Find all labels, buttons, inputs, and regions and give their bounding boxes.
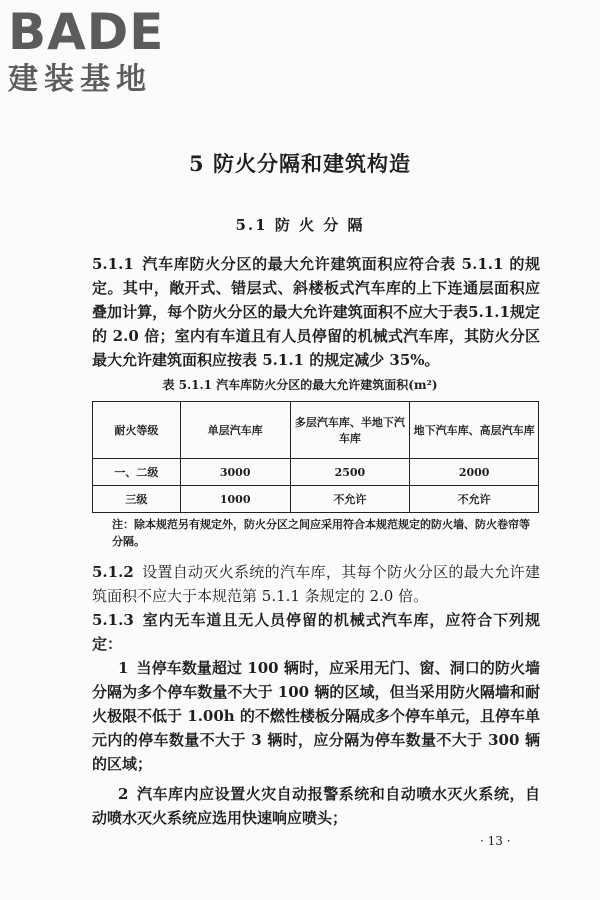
bade-logo <box>8 3 183 98</box>
fire-compartment-table <box>92 401 539 513</box>
table-cell: 不允许 <box>410 486 539 513</box>
clause-text: 汽车库防火分区的最大允许建筑面积应符合表 5.1.1 的规定。其中，敞开式、错层式、斜楼板式汽车库的上下连通层面积应叠加计算，每个防火分区的最大允许建筑面积不应大于表5.1.1规定的 2.0 倍；室内有车道且有人员停留的机械式汽车库，其防火分区最大允许建筑面积应按表 5.1.1 的规定减少 35%。 <box>92 255 540 369</box>
item-number: 2 <box>118 785 129 803</box>
clause-5-1-1 <box>92 252 540 372</box>
table-header-row <box>93 402 539 459</box>
table-cell: 不允许 <box>290 486 410 513</box>
clause-number: 5.1.1 <box>92 255 134 273</box>
table-caption: 表 5.1.1 汽车库防火分区的最大允许建筑面积(m²) <box>162 378 438 392</box>
item-2 <box>92 782 540 830</box>
table-row <box>93 459 539 486</box>
table-note: 注：除本规范另有规定外，防火分区之间应采用符合本规范规定的防火墙、防火卷帘等分隔。 <box>112 518 530 548</box>
chapter-title: 5 防火分隔和建筑构造 <box>189 151 411 176</box>
clause-text: 室内无车道且无人员停留的机械式汽车库，应符合下列规定： <box>92 611 540 653</box>
section-title: 5.1 防 火 分 隔 <box>235 216 365 234</box>
logo-subtitle: 建装基地 <box>8 62 152 97</box>
table-header-cell: 耐火等级 <box>93 402 181 459</box>
clause-5-1-3 <box>92 608 540 656</box>
table-header-cell: 单层汽车库 <box>180 402 290 459</box>
table-cell: 2500 <box>290 459 410 486</box>
logo-wordmark: BADE <box>8 3 165 61</box>
item-1 <box>92 656 540 776</box>
table-cell: 1000 <box>180 486 290 513</box>
table-cell: 三级 <box>93 486 181 513</box>
item-text: 当停车数量超过 100 辆时，应采用无门、窗、洞口的防火墙分隔为多个停车数量不大于 100 辆的区域，但当采用防火隔墙和耐火极限不低于 1.00h 的不燃性楼板分隔成多个停车单元，且停车单元内的停车数量不大于 3 辆时，应分隔为停车数量不大于 300 辆的区域； <box>92 659 540 773</box>
table-cell: 2000 <box>410 459 539 486</box>
item-text: 汽车库内应设置火灾自动报警系统和自动喷水灭火系统，自动喷水灭火系统应选用快速响应喷头； <box>92 785 540 827</box>
table-header-cell: 多层汽车库、半地下汽车库 <box>290 402 410 459</box>
clause-5-1-2 <box>92 560 540 608</box>
table-row <box>93 486 539 513</box>
clause-number: 5.1.3 <box>92 611 134 629</box>
table-cell: 3000 <box>180 459 290 486</box>
clause-text: 设置自动灭火系统的汽车库，其每个防火分区的最大允许建筑面积不应大于本规范第 5.1.1 条规定的 2.0 倍。 <box>92 563 540 605</box>
table-header-cell: 地下汽车库、高层汽车库 <box>410 402 539 459</box>
clause-number: 5.1.2 <box>92 563 134 581</box>
table-cell: 一、二级 <box>93 459 181 486</box>
page-number: · 13 · <box>480 834 511 848</box>
item-number: 1 <box>118 659 129 677</box>
